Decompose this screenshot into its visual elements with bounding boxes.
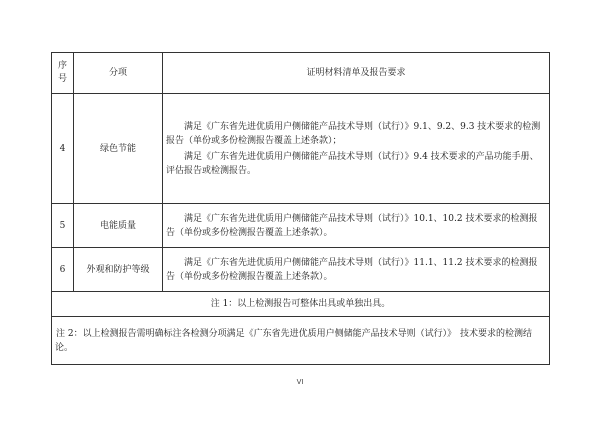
requirements-table [51,52,550,365]
note-row [52,292,550,317]
header-no-text: 序号 [57,61,67,84]
row-item [74,248,163,292]
row-number: 4 [52,94,74,204]
requirement-paragraph: 满足《广东省先进优质用户侧储能产品技术导则（试行）》10.1、10.2 技术要求的检测报告（单份或多份检测报告覆盖上述条款）。 [166,213,538,238]
requirement-paragraph: 满足《广东省先进优质用户侧储能产品技术导则（试行）》11.1、11.2 技术要求的检测报告（单份或多份检测报告覆盖上述条款）。 [166,257,538,282]
note-1: 注 1：以上检测报告可整体出具或单独出具。 [52,292,550,317]
note-2-line-1: 注 2：以上检测报告需明确标注各检测分项满足《广东省先进优质用户侧储能产品技术导则（试行）》 [56,328,457,339]
table-row [52,94,550,204]
row-requirements [163,204,550,248]
note-row [52,317,550,365]
row-number: 5 [52,204,74,248]
requirement-paragraph: 满足《广东省先进优质用户侧储能产品技术导则（试行）》9.4 技术要求的产品功能手册、评估报告或检测报告。 [166,151,539,176]
table-header-row [52,53,550,94]
header-no [52,53,74,94]
requirement-paragraph: 满足《广东省先进优质用户侧储能产品技术导则（试行）》9.1、9.2、9.3 技术要求的检测报告（单份或多份检测报告覆盖上述条款）； [166,121,541,146]
table-row [52,204,550,248]
page-number: VI [296,378,304,386]
row-requirements [163,94,550,204]
row-requirements [163,248,550,292]
note-2-line-2: 技术要求的检测结论。 [55,328,532,353]
row-item: 电能质量 [74,204,163,248]
header-requirements: 证明材料清单及报告要求 [163,53,550,94]
note-2 [52,317,550,365]
row-number: 6 [52,248,74,292]
row-item: 绿色节能 [74,94,163,204]
header-item: 分项 [74,53,163,94]
row-item-text: 外观和防护等级 [86,264,150,275]
table-row [52,248,550,292]
